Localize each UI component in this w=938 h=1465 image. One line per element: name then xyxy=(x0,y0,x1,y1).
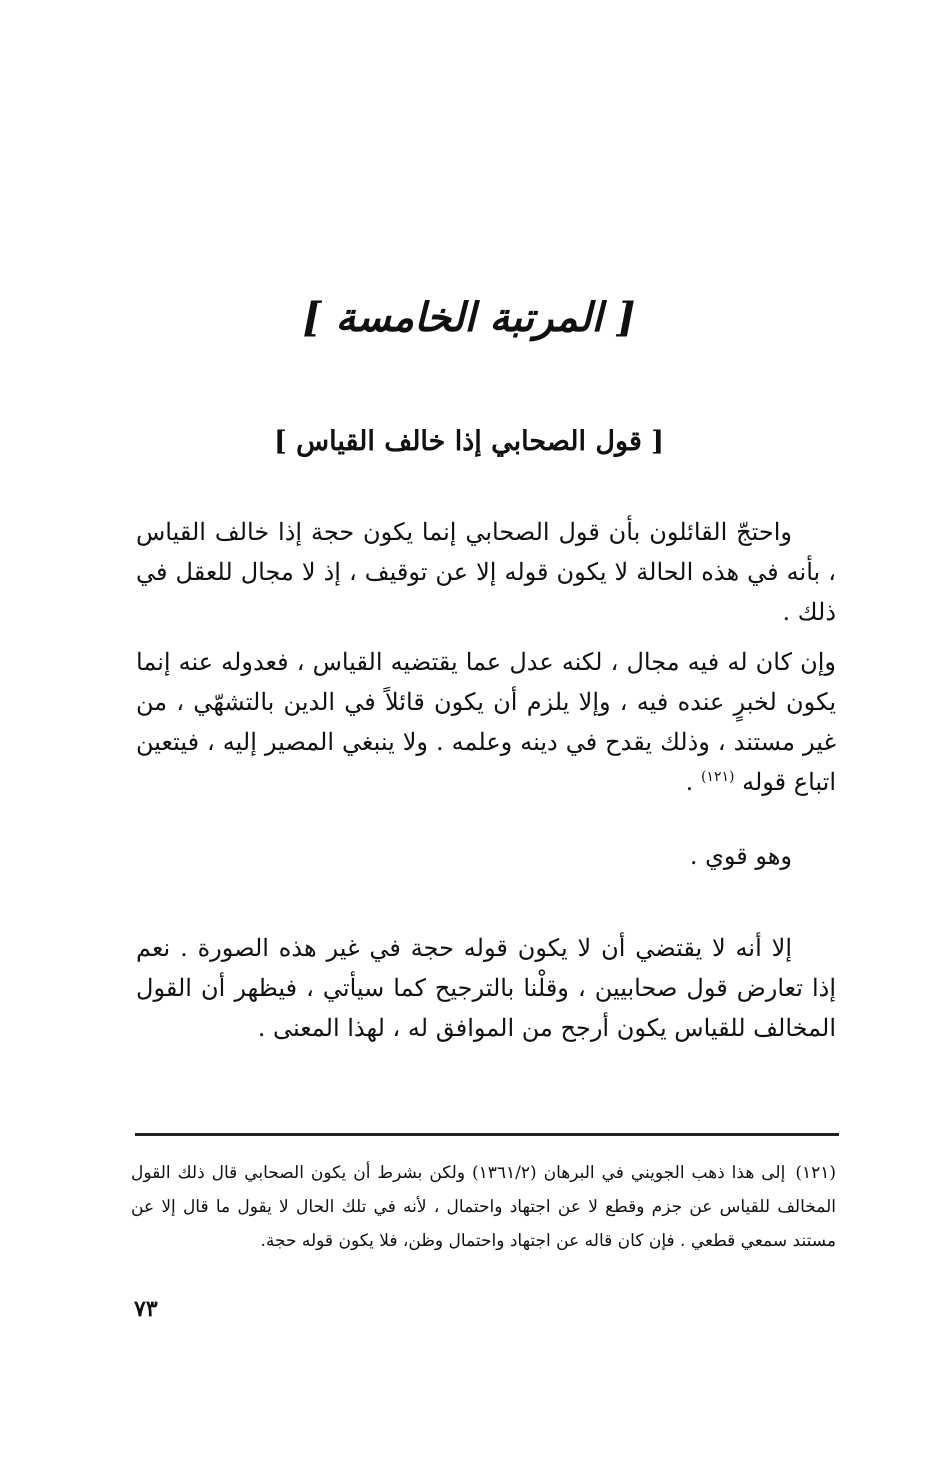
section-heading: [ قول الصحابي إذا خالف القياس ] xyxy=(273,426,665,457)
chapter-heading: [ المرتبة الخامسة ] xyxy=(302,294,636,341)
paragraph-4-text: إلا أنه لا يقتضي أن لا يكون قوله حجة في غير هذه الصورة . نعم إذا تعارض قول صحابيين ، وقلْنا بالترجيح كما سيأتي ، فيظهر أن القول المخالف للقياس يكون أرجح من الموافق له ، لهذا المعنى . xyxy=(136,934,836,1042)
paragraph-2-text: وإن كان له فيه مجال ، لكنه عدل عما يقتضيه القياس ، فعدوله عنه إنما يكون لخبرٍ عنده فيه ، وإلا يلزم أن يكون قائلاً في الدين بالتشهّي ، من غير مستند ، وذلك يقدح في دينه وعلمه . ولا ينبغي المصير إليه ، فيتعين اتباع قوله xyxy=(136,648,837,796)
paragraph-3 xyxy=(136,836,836,876)
paragraph-1-text: واحتجّ القائلون بأن قول الصحابي إنما يكون حجة إذا خالف القياس ، بأنه في هذه الحالة لا يكون قوله إلا عن توقيف ، إذ لا مجال للعقل في ذلك . xyxy=(136,518,836,626)
page-number: ٧٣ xyxy=(134,1296,158,1322)
footnote-divider xyxy=(135,1133,839,1136)
paragraph-4 xyxy=(136,928,836,1048)
footnote xyxy=(131,1156,836,1258)
paragraph-3-text: وهو قوي . xyxy=(689,842,792,870)
paragraph-2-end: . xyxy=(685,768,694,796)
footnote-text: إلى هذا ذهب الجويني في البرهان (١٣٦١/٢) ولكن بشرط أن يكون الصحابي قال ذلك القول المخالف للقياس عن جزم وقطع لا عن اجتهاد واحتمال ، لأنه في تلك الحال لا يقول ما قال إلا عن مستند سمعي قطعي . فإن كان قاله عن اجتهاد واحتمال وظن، فلا يكون قوله حجة. xyxy=(131,1163,836,1251)
footnote-number: (١٢١) xyxy=(795,1163,837,1183)
footnote-reference[interactable]: (١٢١) xyxy=(700,769,735,785)
paragraph-2 xyxy=(136,642,836,802)
paragraph-1 xyxy=(136,512,836,632)
